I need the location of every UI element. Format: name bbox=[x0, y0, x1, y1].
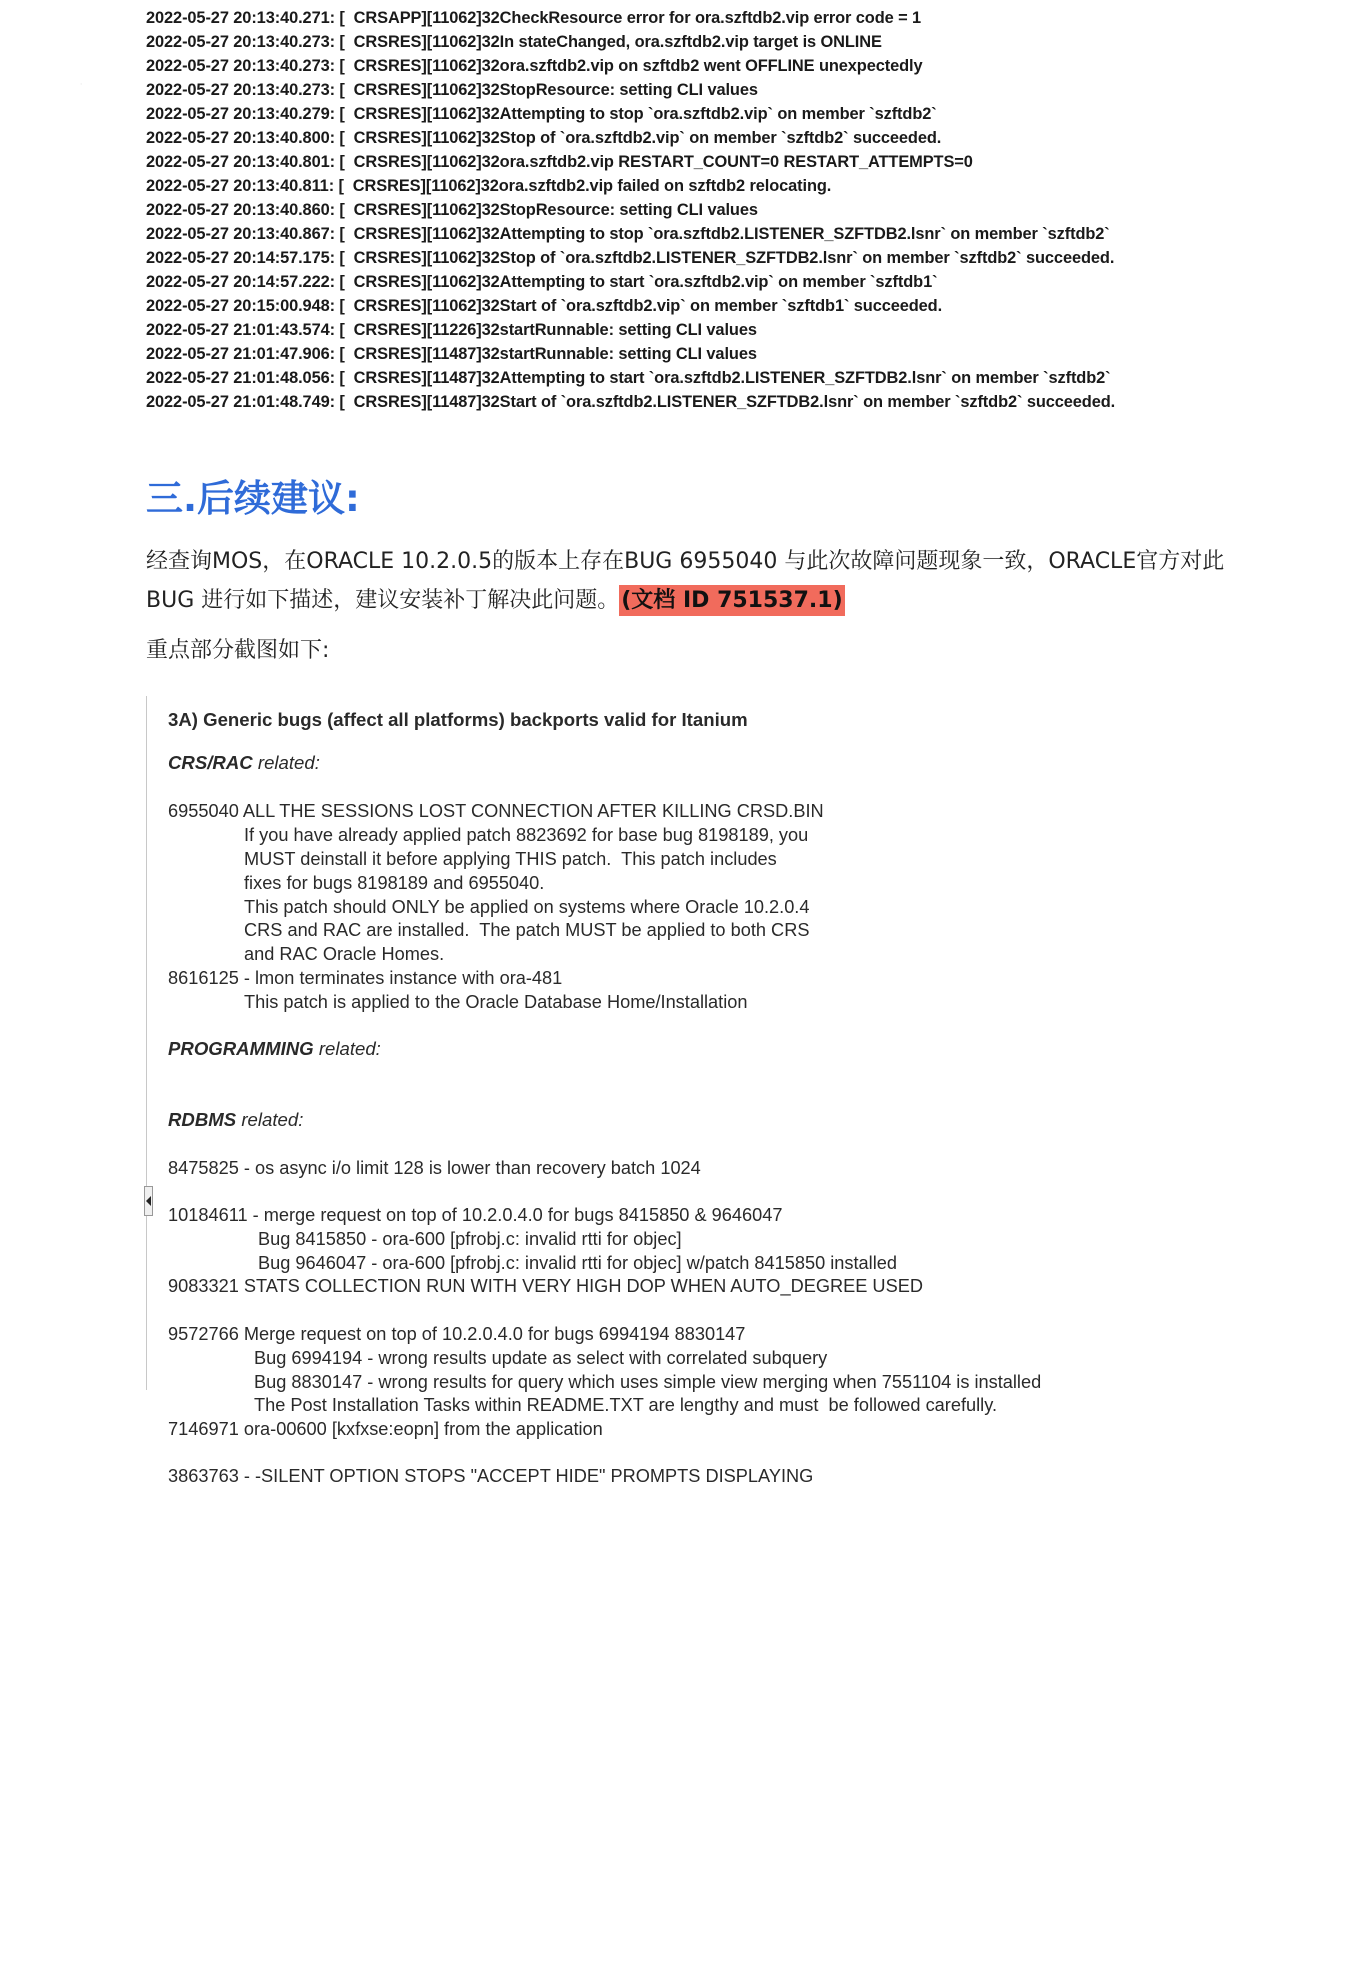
bug-detail: MUST deinstall it before applying THIS patch. This patch includes bbox=[244, 849, 777, 869]
log-line: 2022-05-27 20:13:40.273: [ CRSRES][11062]32StopResource: setting CLI values bbox=[146, 81, 758, 99]
embedded-doc-screenshot bbox=[146, 696, 1146, 1486]
doc-id-highlight: (文档 ID 751537.1) bbox=[619, 585, 844, 616]
bug-detail: Bug 6994194 - wrong results update as select with correlated subquery bbox=[254, 1348, 828, 1368]
category-rdbms-label: RDBMS bbox=[168, 1109, 237, 1130]
category-programming-label: PROGRAMMING bbox=[168, 1038, 314, 1059]
bug-detail: and RAC Oracle Homes. bbox=[244, 944, 445, 964]
bug-entry: 8616125 - lmon terminates instance with ora-481 bbox=[168, 968, 563, 988]
embed-title: 3A) Generic bugs (affect all platforms) backports valid for Itanium bbox=[168, 709, 748, 730]
log-line: 2022-05-27 21:01:47.906: [ CRSRES][11487]32startRunnable: setting CLI values bbox=[146, 345, 757, 363]
category-crs bbox=[168, 751, 320, 775]
log-line: 2022-05-27 20:13:40.801: [ CRSRES][11062]32ora.szftdb2.vip RESTART_COUNT=0 RESTART_ATTEMPTS=0 bbox=[146, 153, 973, 171]
bug-detail: Bug 8830147 - wrong results for query which uses simple view merging when 7551104 is installed bbox=[254, 1372, 1042, 1392]
log-line: 2022-05-27 20:13:40.273: [ CRSRES][11062]32ora.szftdb2.vip on szftdb2 went OFFLINE unexpectedly bbox=[146, 57, 923, 75]
log-line: 2022-05-27 20:13:40.271: [ CRSAPP][11062]32CheckResource error for ora.szftdb2.vip error code = 1 bbox=[146, 9, 922, 27]
log-line: 2022-05-27 20:13:40.867: [ CRSRES][11062]32Attempting to stop `ora.szftdb2.LISTENER_SZFTDB2.lsnr` on member `szftdb2` bbox=[146, 225, 1110, 243]
related-word: related: bbox=[252, 752, 320, 773]
bug-entry: 9572766 Merge request on top of 10.2.0.4.0 for bugs 6994194 8830147 bbox=[168, 1324, 746, 1344]
bug-detail: This patch is applied to the Oracle Database Home/Installation bbox=[244, 992, 748, 1012]
log-line: 2022-05-27 20:15:00.948: [ CRSRES][11062]32Start of `ora.szftdb2.vip` on member `szftdb1` succeeded. bbox=[146, 297, 943, 315]
log-line: 2022-05-27 21:01:48.056: [ CRSRES][11487]32Attempting to start `ora.szftdb2.LISTENER_SZFTDB2.lsnr` on member `szftdb2` bbox=[146, 369, 1111, 387]
log-line: 2022-05-27 20:13:40.811: [ CRSRES][11062]32ora.szftdb2.vip failed on szftdb2 relocating. bbox=[146, 177, 832, 195]
log-line: 2022-05-27 20:13:40.800: [ CRSRES][11062]32Stop of `ora.szftdb2.vip` on member `szftdb2` succeeded. bbox=[146, 129, 942, 147]
bug-entry: 10184611 - merge request on top of 10.2.0.4.0 for bugs 8415850 & 9646047 bbox=[168, 1205, 783, 1225]
log-line: 2022-05-27 20:13:40.279: [ CRSRES][11062]32Attempting to stop `ora.szftdb2.vip` on member `szftdb2` bbox=[146, 105, 937, 123]
watermark: · bbox=[78, 79, 85, 91]
category-programming bbox=[168, 1037, 381, 1061]
collapse-arrow-icon[interactable] bbox=[144, 1186, 153, 1216]
screenshot-intro: 重点部分截图如下: bbox=[146, 638, 330, 663]
log-line: 2022-05-27 20:14:57.222: [ CRSRES][11062]32Attempting to start `ora.szftdb2.vip` on member `szftdb1` bbox=[146, 273, 938, 291]
bug-entry: 8475825 - os async i/o limit 128 is lower than recovery batch 1024 bbox=[168, 1158, 701, 1178]
log-line: 2022-05-27 20:14:57.175: [ CRSRES][11062]32Stop of `ora.szftdb2.LISTENER_SZFTDB2.lsnr` on member `szftdb2` succeeded. bbox=[146, 249, 1115, 267]
log-line: 2022-05-27 20:13:40.860: [ CRSRES][11062]32StopResource: setting CLI values bbox=[146, 201, 758, 219]
bug-detail: The Post Installation Tasks within README.TXT are lengthy and must be followed carefully. bbox=[254, 1395, 997, 1415]
bug-detail: CRS and RAC are installed. The patch MUST be applied to both CRS bbox=[244, 920, 810, 940]
related-word: related: bbox=[236, 1109, 304, 1130]
log-line: 2022-05-27 21:01:43.574: [ CRSRES][11226]32startRunnable: setting CLI values bbox=[146, 321, 757, 339]
category-rdbms bbox=[168, 1108, 303, 1132]
bug-entry: 3863763 - -SILENT OPTION STOPS "ACCEPT HIDE" PROMPTS DISPLAYING bbox=[168, 1466, 814, 1486]
log-line: 2022-05-27 21:01:48.749: [ CRSRES][11487]32Start of `ora.szftdb2.LISTENER_SZFTDB2.lsnr` on member `szftdb2` succeeded. bbox=[146, 393, 1116, 411]
bug-detail: fixes for bugs 8198189 and 6955040. bbox=[244, 873, 545, 893]
log-excerpt bbox=[146, 6, 1236, 414]
bug-detail: If you have already applied patch 8823692 for base bug 8198189, you bbox=[244, 825, 809, 845]
recommendation-text: 经查询MOS，在ORACLE 10.2.0.5的版本上存在BUG 6955040 与此次故障问题现象一致，ORACLE官方对此BUG 进行如下描述，建议安装补丁解决此问题。 bbox=[146, 549, 1225, 613]
category-crs-label: CRS/RAC bbox=[168, 752, 253, 773]
bug-entry: 6955040 ALL THE SESSIONS LOST CONNECTION AFTER KILLING CRSD.BIN bbox=[168, 801, 824, 821]
recommendation-paragraph bbox=[146, 542, 1236, 620]
bug-entry: 9083321 STATS COLLECTION RUN WITH VERY HIGH DOP WHEN AUTO_DEGREE USED bbox=[168, 1276, 923, 1296]
log-line: 2022-05-27 20:13:40.273: [ CRSRES][11062]32In stateChanged, ora.szftdb2.vip target is ONLINE bbox=[146, 33, 882, 51]
bug-detail: Bug 8415850 - ora-600 [pfrobj.c: invalid rtti for objec] bbox=[258, 1229, 682, 1249]
embed-left-border bbox=[146, 696, 147, 1390]
section-heading: 三.后续建议: bbox=[146, 477, 360, 520]
bug-detail: Bug 9646047 - ora-600 [pfrobj.c: invalid rtti for objec] w/patch 8415850 installed bbox=[258, 1253, 897, 1273]
bug-detail: This patch should ONLY be applied on systems where Oracle 10.2.0.4 bbox=[244, 897, 810, 917]
related-word: related: bbox=[313, 1038, 381, 1059]
bug-entry: 7146971 ora-00600 [kxfxse:eopn] from the application bbox=[168, 1419, 603, 1439]
